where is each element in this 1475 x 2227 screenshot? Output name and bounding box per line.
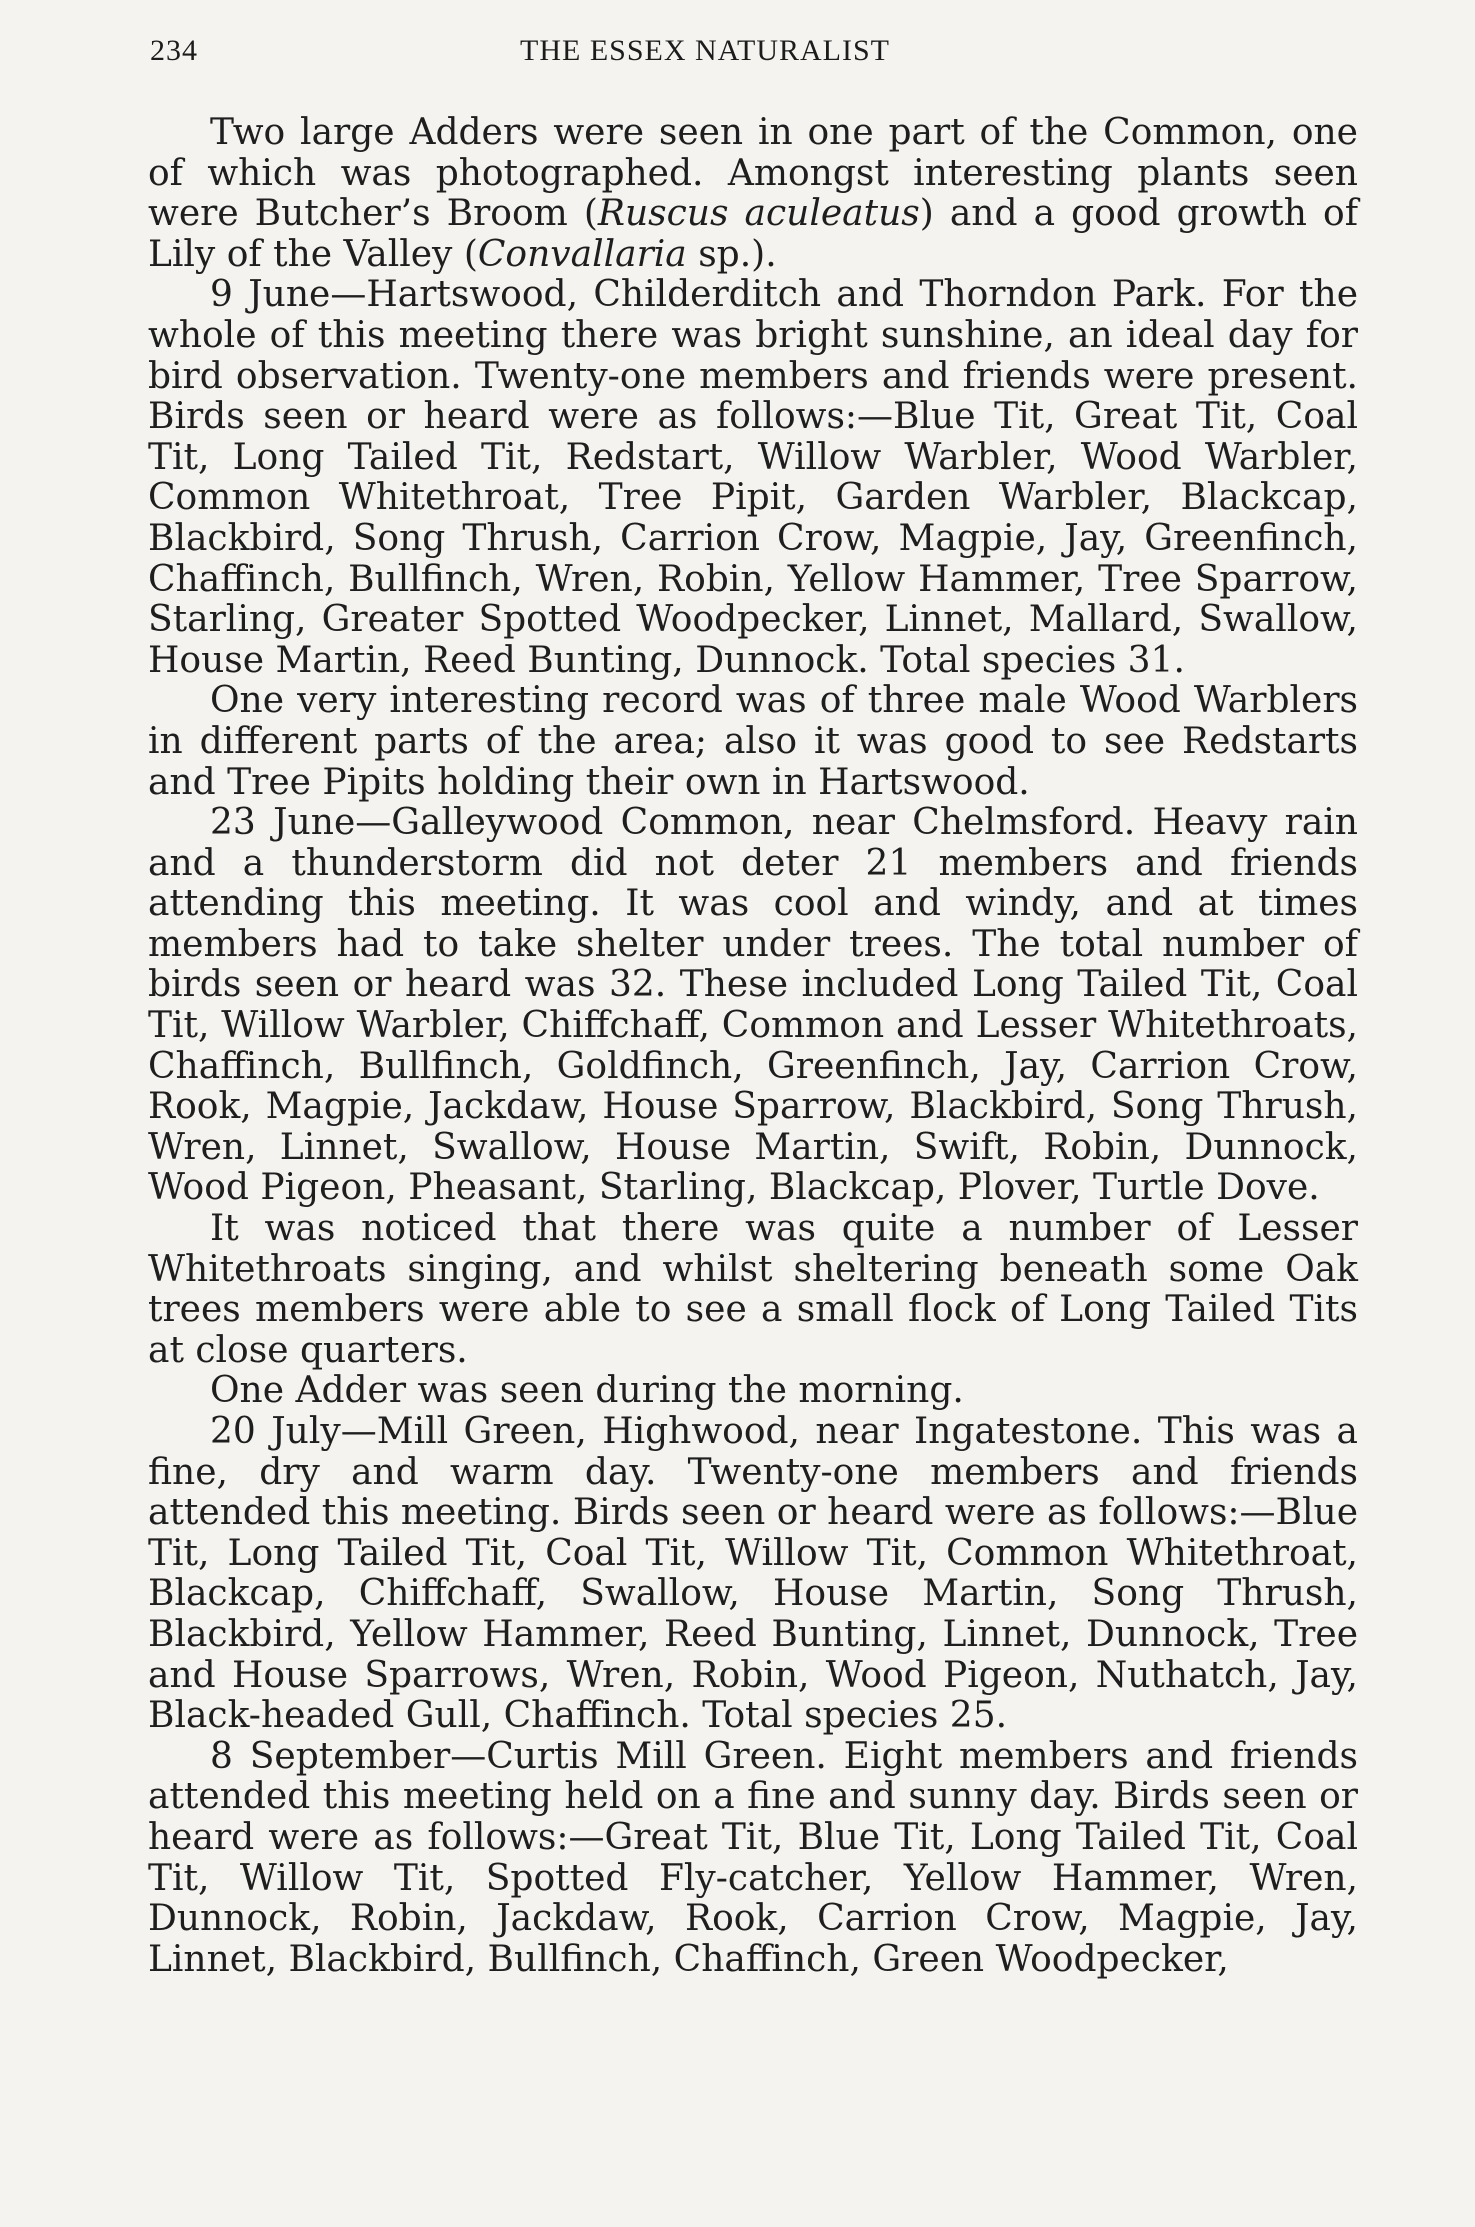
text-run: 23 June—Galleywood Common, near Chelmsford. Heavy rain and a thunderstorm did not deter 21 members and friends attending this meeting. It was cool and windy, and at times members had to take shelter under trees. The total number of birds seen or heard was 32. These included Long Tailed Tit, Coal Tit, Willow Warbler, Chiffchaff, Common and Lesser Whitethroats, Chaffinch, Bullfinch, Goldfinch, Greenfinch, Jay, Carrion Crow, Rook, Magpie, Jackdaw, House Sparrow, Blackbird, Song Thrush, Wren, Linnet, Swallow, House Martin, Swift, Robin, Dunnock, Wood Pigeon, Pheasant, Starling, Blackcap, Plover, Turtle Dove. (148, 802, 1358, 1209)
paragraph (148, 803, 1358, 1209)
paragraph (148, 1209, 1358, 1371)
text-run: One Adder was seen during the morning. (210, 1370, 964, 1412)
text-run: Two large Adders were seen in one part of the Common, one of which was photographed. Amongst interesting plants seen were Butcher’s Broom ( (148, 112, 1358, 235)
page-header (150, 34, 1350, 74)
text-run: 9 June—Hartswood, Childerditch and Thorndon Park. For the whole of this meeting there was bright sunshine, an ideal day for bird observation. Twenty-one members and friends were present. Birds seen or heard were as follows:—Blue Tit, Great Tit, Coal Tit, Long Tailed Tit, Redstart, Willow Warbler, Wood Warbler, Common Whitethroat, Tree Pipit, Garden Warbler, Blackcap, Blackbird, Song Thrush, Carrion Crow, Magpie, Jay, Greenfinch, Chaffinch, Bullfinch, Wren, Robin, Yellow Hammer, Tree Sparrow, Starling, Greater Spotted Woodpecker, Linnet, Mallard, Swallow, House Martin, Reed Bunting, Dunnock. Total species 31. (148, 274, 1358, 681)
text-run: 20 July—Mill Green, Highwood, near Ingatestone. This was a fine, dry and warm day. Twenty-one members and friends attended this meeting. Birds seen or heard were as follows:—Blue Tit, Long Tailed Tit, Coal Tit, Willow Tit, Common Whitethroat, Blackcap, Chiffchaff, Swallow, House Martin, Song Thrush, Blackbird, Yellow Hammer, Reed Bunting, Linnet, Dunnock, Tree and House Sparrows, Wren, Robin, Wood Pigeon, Nuthatch, Jay, Black-headed Gull, Chaffinch. Total species 25. (148, 1411, 1358, 1737)
paragraph (148, 1371, 1358, 1412)
species-name-italic: Ruscus aculeatus (597, 193, 920, 235)
paragraph (148, 275, 1358, 681)
text-run: It was noticed that there was quite a number of Lesser Whitethroats singing, and whilst sheltering beneath some Oak trees members were able to see a small flock of Long Tailed Tits at close quarters. (148, 1208, 1358, 1371)
text-run: sp.). (686, 233, 777, 275)
paragraph (148, 681, 1358, 803)
text-run: 8 September—Curtis Mill Green. Eight members and friends attended this meeting held on a fine and sunny day. Birds seen or heard were as follows:—Great Tit, Blue Tit, Long Tailed Tit, Coal Tit, Willow Tit, Spotted Fly-catcher, Yellow Hammer, Wren, Dunnock, Robin, Jackdaw, Rook, Carrion Crow, Magpie, Jay, Linnet, Blackbird, Bullfinch, Chaffinch, Green Woodpecker, (148, 1735, 1358, 1980)
running-title: THE ESSEX NATURALIST (520, 34, 890, 67)
paragraph (148, 1737, 1358, 1981)
text-run: One very interesting record was of three male Wood Warblers in different parts of the area; also it was good to see Redstarts and Tree Pipits holding their own in Hartswood. (148, 680, 1358, 803)
species-name-italic: Convallaria (477, 233, 687, 275)
paragraph (148, 113, 1358, 275)
article-body (148, 113, 1358, 1980)
paragraph (148, 1412, 1358, 1737)
text-run: ) and a good growth of Lily of the Valley ( (148, 193, 1359, 275)
page-number: 234 (150, 34, 198, 67)
